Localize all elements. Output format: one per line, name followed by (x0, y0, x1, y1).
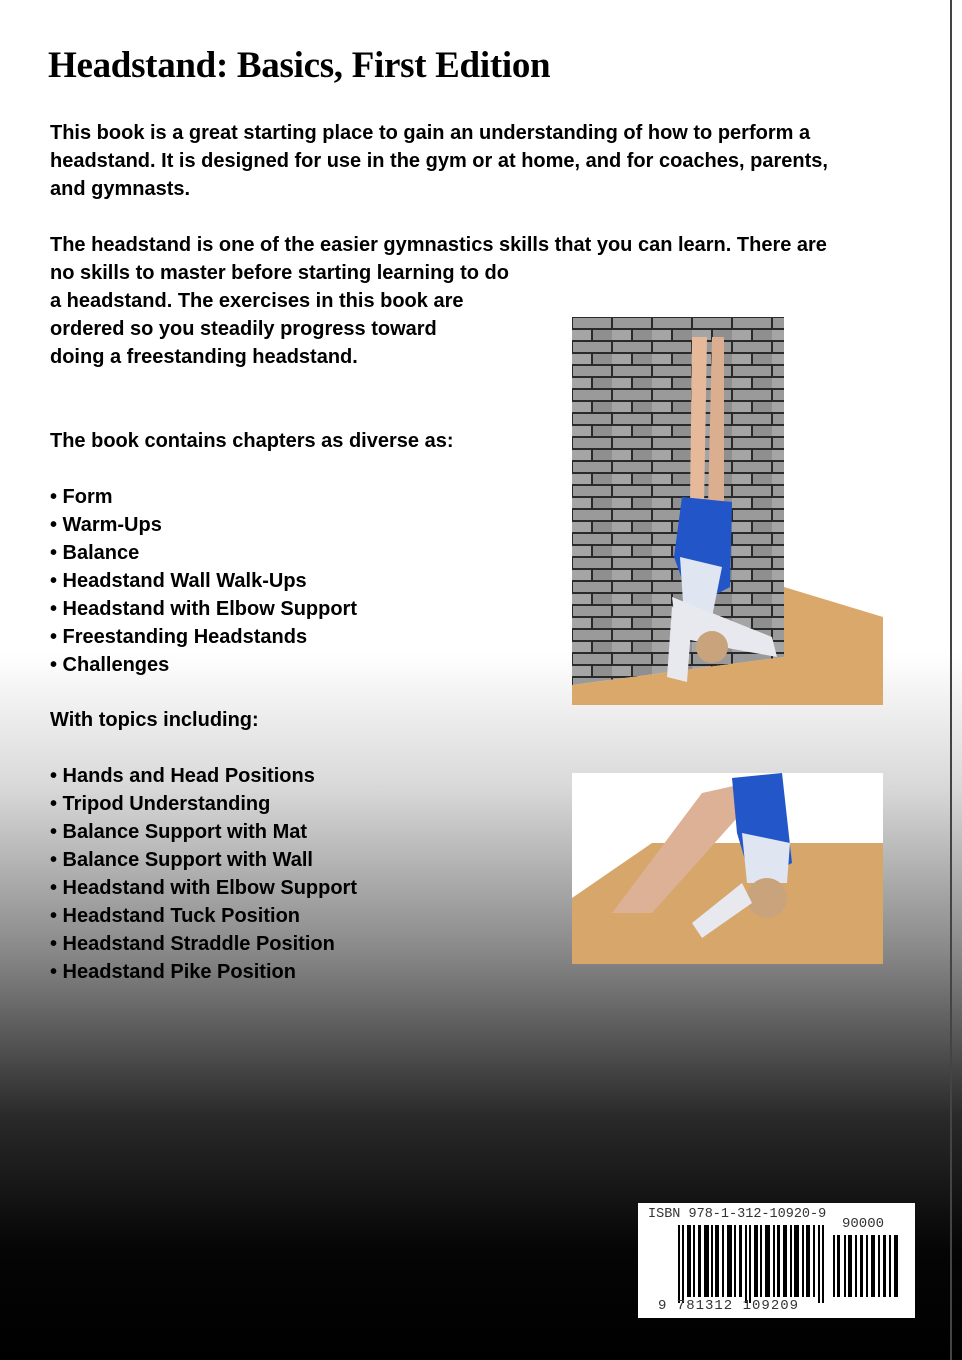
list-item: • Freestanding Headstands (50, 626, 308, 648)
book-title: Headstand: Basics, First Edition (48, 45, 551, 86)
list-item: • Tripod Understanding (50, 793, 271, 815)
addon-bars (833, 1235, 903, 1297)
intro-paragraph (50, 119, 828, 203)
list-item: • Headstand Pike Position (50, 961, 296, 983)
text-line: The headstand is one of the easier gymnastics skills that you can learn. There are (50, 234, 827, 256)
text-line: a headstand. The exercises in this book are (50, 290, 464, 312)
pike-headstand-illustration (572, 773, 883, 964)
list-item: • Balance Support with Mat (50, 821, 308, 843)
list-item: • Form (50, 486, 113, 508)
text-line: no skills to master before starting learning to do (50, 262, 509, 284)
ean-digits: 9 781312 109209 (658, 1298, 800, 1314)
text-line: headstand. It is designed for use in the gym or at home, and for coaches, parents, (50, 150, 828, 172)
wall-headstand-illustration (572, 317, 883, 705)
chapters-heading: The book contains chapters as diverse as: (50, 430, 454, 452)
list-item: • Headstand Tuck Position (50, 905, 300, 927)
list-item: • Challenges (50, 654, 170, 676)
topics-heading: With topics including: (50, 709, 259, 731)
text-line: This book is a great starting place to gain an understanding of how to perform a (50, 122, 811, 144)
barcode-bars (678, 1225, 828, 1303)
text-line: and gymnasts. (50, 178, 191, 200)
price-addon: 90000 (842, 1216, 885, 1232)
list-item: • Headstand with Elbow Support (50, 598, 358, 620)
topics-list (50, 762, 357, 986)
list-item: • Balance (50, 542, 140, 564)
list-item: • Warm-Ups (50, 514, 162, 536)
list-item: • Balance Support with Wall (50, 849, 313, 871)
list-item: • Headstand with Elbow Support (50, 877, 358, 899)
list-item: • Headstand Straddle Position (50, 933, 335, 955)
text-line: doing a freestanding headstand. (50, 346, 358, 368)
list-item: • Headstand Wall Walk-Ups (50, 570, 307, 592)
chapters-list (50, 483, 357, 679)
text-line: ordered so you steadily progress toward (50, 318, 437, 340)
list-item: • Hands and Head Positions (50, 765, 315, 787)
isbn-barcode (638, 1203, 915, 1318)
page-edge (950, 0, 952, 1360)
isbn-label: ISBN 978-1-312-10920-9 (648, 1207, 827, 1222)
